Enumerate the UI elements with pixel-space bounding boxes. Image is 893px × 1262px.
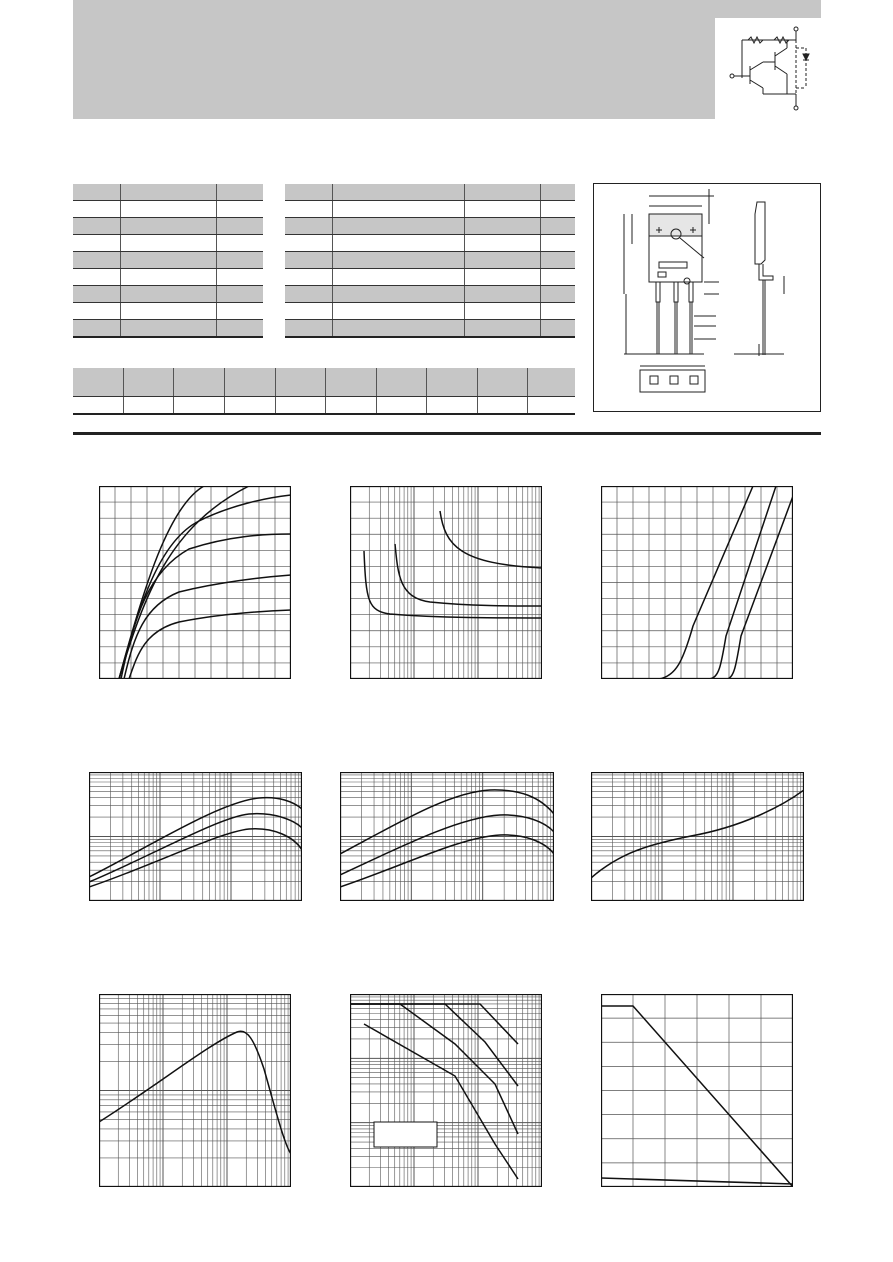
g7-series-1 <box>99 1031 291 1154</box>
graph-8 <box>350 994 542 1187</box>
graph-1 <box>99 486 291 679</box>
graph-7 <box>99 994 291 1187</box>
g1-series-3 <box>119 495 291 679</box>
g1-series-4 <box>121 534 291 679</box>
g8-series-4 <box>364 1024 518 1179</box>
graph-8-plot <box>350 994 542 1187</box>
g2-series-1 <box>440 511 542 568</box>
g4-series-1 <box>89 798 302 877</box>
characteristics-table <box>285 184 575 338</box>
plot-frame <box>351 995 542 1187</box>
g6-series-1 <box>591 790 804 878</box>
classification-table <box>73 368 575 415</box>
graph-2 <box>350 486 542 679</box>
rating-table-left <box>73 184 263 338</box>
g5-series-2 <box>340 815 554 875</box>
graph-5 <box>340 772 554 901</box>
graph-3 <box>601 486 793 679</box>
circuit-symbol <box>715 18 821 119</box>
graph-5-plot <box>340 772 554 901</box>
g1-series-6 <box>129 610 291 679</box>
graph-3-plot <box>601 486 793 679</box>
graph-7-plot <box>99 994 291 1187</box>
legend-box <box>374 1122 437 1147</box>
g2-series-3 <box>364 551 542 618</box>
g8-series-2 <box>350 1004 518 1086</box>
g8-series-3 <box>350 1004 518 1044</box>
graph-9-plot <box>601 994 793 1187</box>
g8-series-1 <box>350 1004 518 1134</box>
graph-4 <box>89 772 302 901</box>
graph-2-plot <box>350 486 542 679</box>
graph-9 <box>601 994 793 1187</box>
package-outline-drawing <box>594 184 820 411</box>
g4-series-2 <box>89 814 302 882</box>
section-divider <box>73 432 821 435</box>
g2-series-2 <box>395 544 542 606</box>
graph-6 <box>591 772 804 901</box>
package-outline-frame <box>593 183 821 412</box>
g4-series-3 <box>89 829 302 887</box>
header-band <box>73 0 821 119</box>
graph-1-plot <box>99 486 291 679</box>
g5-series-1 <box>340 790 554 854</box>
graph-4-plot <box>89 772 302 901</box>
equivalent-circuit-icon <box>715 18 821 119</box>
graph-6-plot <box>591 772 804 901</box>
